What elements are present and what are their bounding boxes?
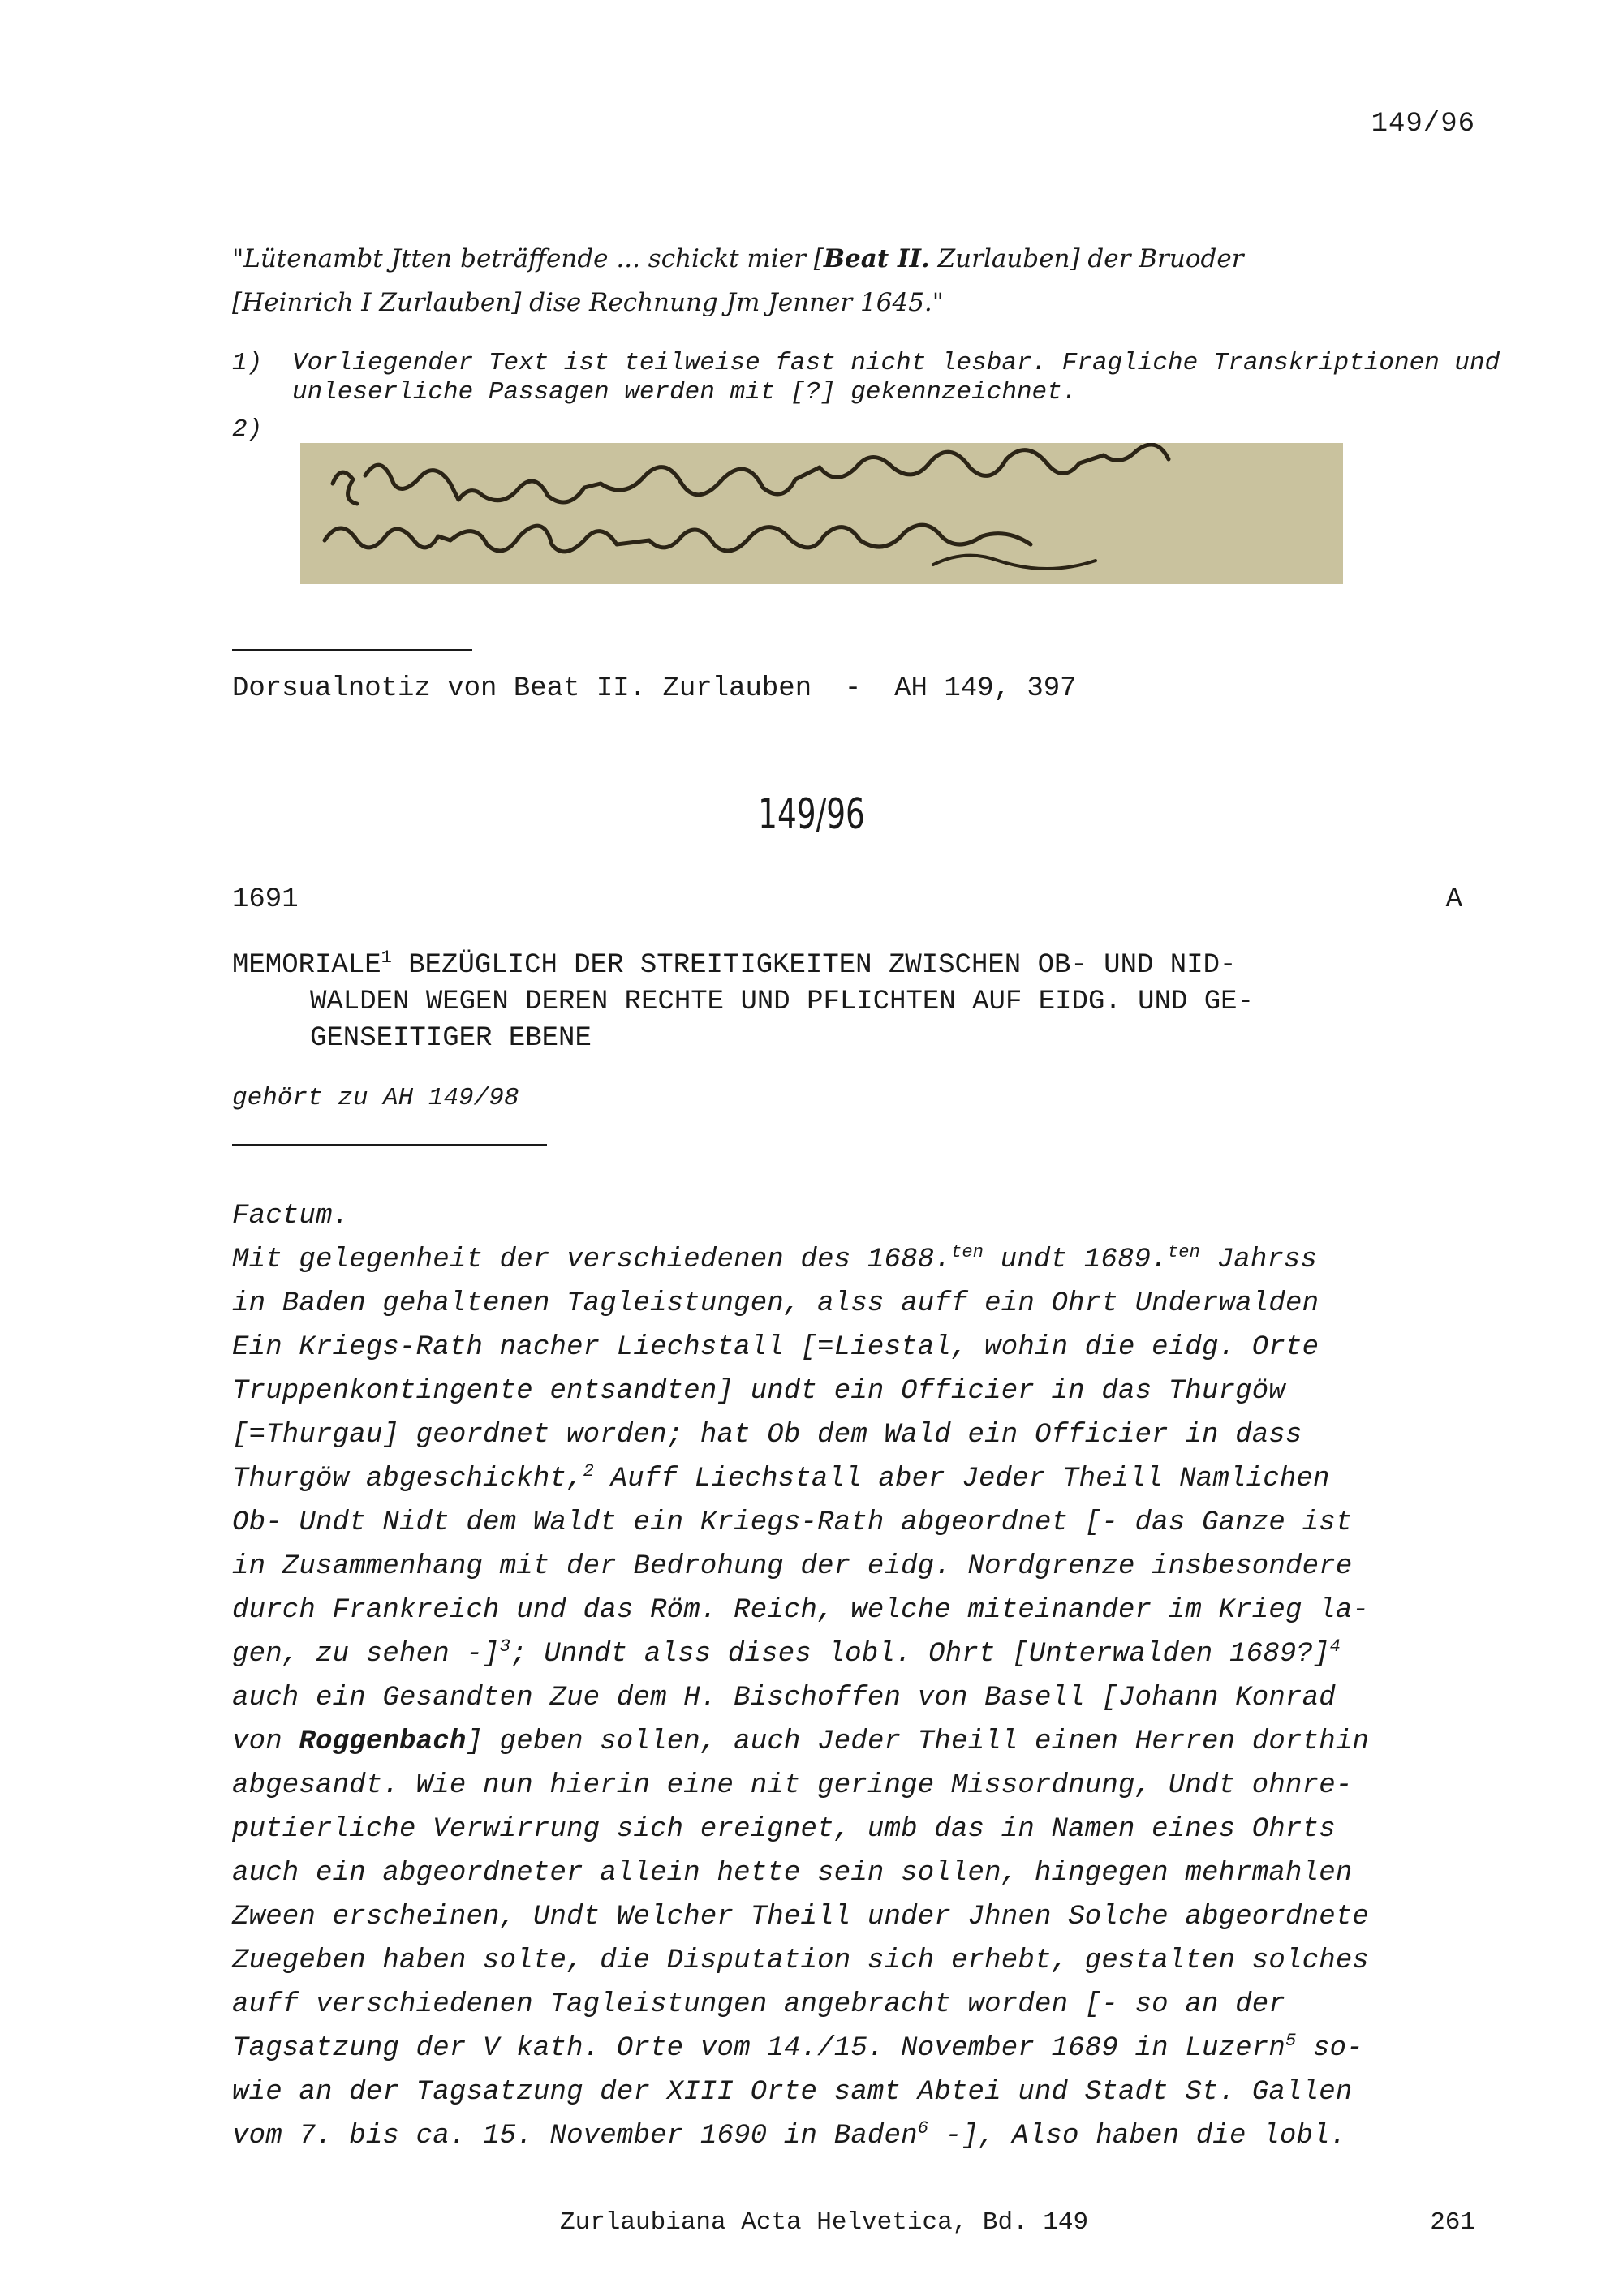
body-line: auch ein Gesandten Zue dem H. Bischoffen von Basell [Johann Konrad — [232, 1683, 1336, 1713]
footnote-number: 1) — [232, 349, 263, 377]
quote-bold-name: Beat II. — [823, 244, 930, 273]
body-line: durch Frankreich und das Röm. Reich, welche miteinander im Krieg la- — [232, 1595, 1370, 1626]
body-line: abgesandt. Wie nun hierin eine nit geringe Missordnung, Undt ohnre- — [232, 1770, 1353, 1801]
body-line: Factum. — [232, 1201, 350, 1232]
footnote-2 — [232, 415, 292, 445]
body-line: putierliche Verwirrung sich ereignet, umb das in Namen eines Ohrts — [232, 1814, 1336, 1845]
body-line: Mit gelegenheit der verschiedenen des 1688.$^{ten}$ undt 1689.$^{ten}$ Jahrss — [232, 1242, 1318, 1275]
dorsal-quote — [232, 237, 1433, 325]
dorsal-note: Dorsualnotiz von Beat II. Zurlauben - AH 149, 397 — [232, 673, 1077, 704]
body-line: vom 7. bis ca. 15. November 1690 in Baden$^6$ -], Also haben die lobl. — [232, 2118, 1347, 2152]
title-line-2: WALDEN WEGEN DEREN RECHTE UND PFLICHTEN AUF EIDG. UND GE- — [310, 987, 1254, 1017]
document-year: 1691 — [232, 884, 299, 915]
title-text: MEMORIALE — [232, 950, 381, 981]
transcription-body — [232, 1194, 1482, 2158]
handwriting-image — [300, 443, 1343, 584]
body-line: Zuegeben haben solte, die Disputation sich erhebt, gestalten solches — [232, 1946, 1370, 1976]
body-line: wie an der Tagsatzung der XIII Orte samt Abtei und Stadt St. Gallen — [232, 2077, 1353, 2108]
document-id-heading: 149/96 — [758, 790, 865, 839]
body-line: gen, zu sehen -]$^3$; Unndt alss dises lobl. Ohrt [Unterwalden 1689?]$^4$ — [232, 1636, 1341, 1670]
body-line: Tagsatzung der V kath. Orte vom 14./15. November 1689 in Luzern$^5$ so- — [232, 2031, 1363, 2064]
quote-text: Zurlauben] der Bruoder — [929, 244, 1244, 273]
quote-text: "Lütenambt Jtten beträffende ... schickt mier [ — [232, 244, 824, 273]
body-line: in Baden gehaltenen Tagleistungen, alss auff ein Ohrt Underwalden — [232, 1288, 1319, 1319]
quote-line-2: [Heinrich I Zurlauben] dise Rechnung Jm Jenner 1645." — [232, 288, 945, 317]
divider-rule — [232, 1144, 547, 1146]
title-text: BEZÜGLICH DER STREITIGKEITEN ZWISCHEN OB- UND NID- — [391, 950, 1237, 981]
title-line-3: GENSEITIGER EBENE — [310, 1023, 592, 1054]
body-line: Ein Kriegs-Rath nacher Liechstall [=Liestal, wohin die eidg. Orte — [232, 1332, 1319, 1363]
body-line: auch ein abgeordneter allein hette sein sollen, hingegen mehrmahlen — [232, 1858, 1353, 1889]
body-line: [=Thurgau] geordnet worden; hat Ob dem Wald ein Officier in dass — [232, 1420, 1302, 1451]
footnote-1 — [232, 349, 1534, 407]
document-title — [232, 948, 1482, 1057]
handwriting-scribble — [300, 443, 1343, 584]
belongs-to-note: gehört zu AH 149/98 — [232, 1084, 519, 1112]
body-line: auff verschiedenen Tagleistungen angebracht worden [- so an der — [232, 1989, 1286, 2020]
body-line: Zween erscheinen, Undt Welcher Theill under Jhnen Solche abgeordnete — [232, 1902, 1370, 1933]
page-reference-top: 149/96 — [1371, 109, 1475, 140]
divider-rule — [232, 649, 472, 651]
body-line: von Roggenbach] geben sollen, auch Jeder Theill einen Herren dorthin — [232, 1726, 1370, 1757]
footnote-text: Vorliegender Text ist teilweise fast nicht lesbar. Fragliche Transkriptionen und unleserliche Passagen werden mit [?] gekennzeichnet. — [292, 349, 1500, 406]
body-line: Ob- Undt Nidt dem Waldt ein Kriegs-Rath abgeordnet [- das Ganze ist — [232, 1507, 1353, 1538]
footnote-number: 2) — [232, 415, 263, 444]
footer-page-number: 261 — [1430, 2208, 1475, 2237]
footer-publication: Zurlaubiana Acta Helvetica, Bd. 149 — [560, 2208, 1089, 2237]
footnote-ref: 1 — [381, 948, 392, 968]
body-line: in Zusammenhang mit der Bedrohung der eidg. Nordgrenze insbesondere — [232, 1551, 1353, 1582]
body-line: Thurgöw abgeschickht,$^2$ Auff Liechstall aber Jeder Theill Namlichen — [232, 1461, 1330, 1494]
body-line: Truppenkontingente entsandten] undt ein Officier in das Thurgöw — [232, 1376, 1286, 1407]
document-letter: A — [1445, 884, 1462, 915]
